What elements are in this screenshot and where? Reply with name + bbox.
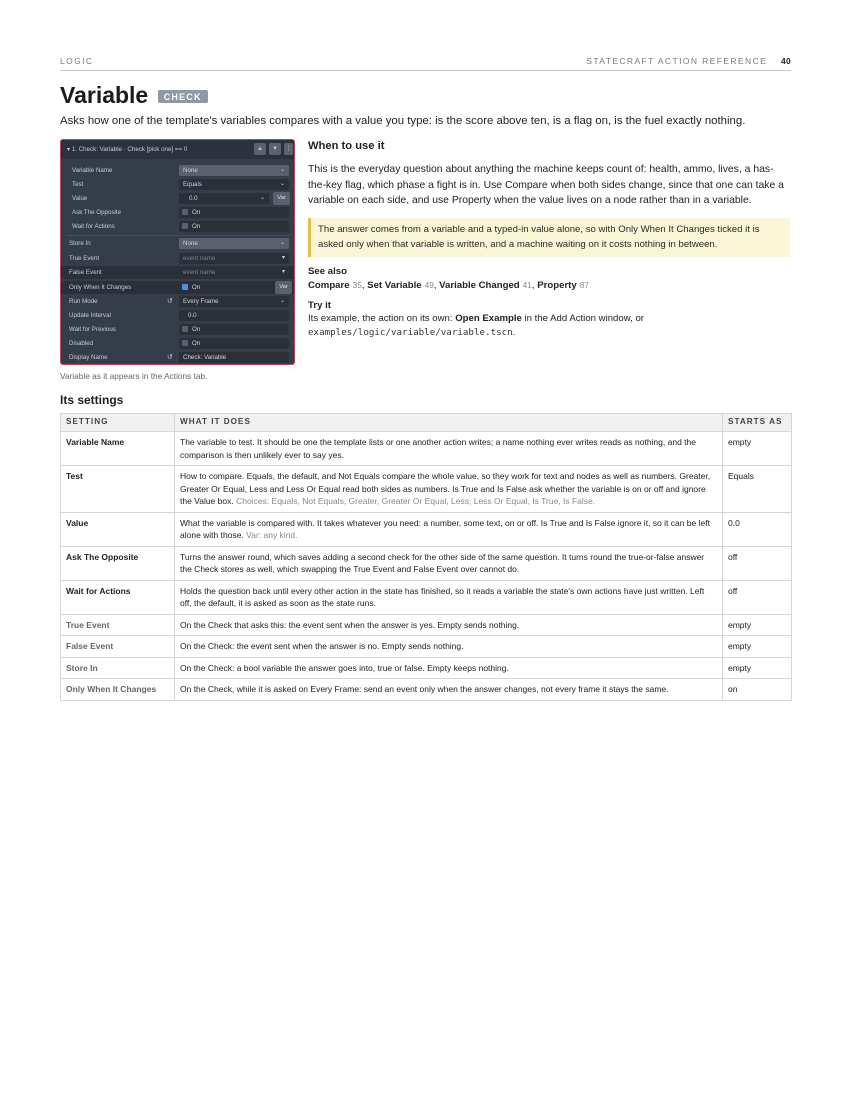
chevron-down-icon: ⌄ <box>279 181 285 187</box>
reset-icon[interactable]: ↺ <box>167 354 173 361</box>
setting-description <box>175 679 723 701</box>
store-in-select[interactable] <box>179 238 289 249</box>
editor-row-value <box>61 192 294 205</box>
editor-row-wait-actions <box>61 220 294 233</box>
setting-name: Value <box>61 512 175 546</box>
setting-description <box>175 432 723 466</box>
try-it-text <box>308 312 790 340</box>
setting-default: on <box>723 679 792 701</box>
setting-default: 0.0 <box>723 512 792 546</box>
page-ref: 87 <box>579 279 589 290</box>
book-title-and-page <box>586 56 791 66</box>
field-value: Check: Variable <box>183 354 227 361</box>
page-ref: 35 <box>352 279 362 290</box>
see-also-link[interactable]: Property <box>537 279 577 291</box>
field-value: None <box>183 240 198 247</box>
section-name: LOGIC <box>60 56 94 66</box>
setting-default: Equals <box>723 466 792 513</box>
setting-default: empty <box>723 636 792 658</box>
test-select[interactable] <box>179 179 289 190</box>
row-label: Disabled <box>69 340 94 347</box>
setting-description <box>175 580 723 614</box>
page-ref: 41 <box>522 279 532 290</box>
usage-column <box>308 140 790 340</box>
only-changes-var-button[interactable]: Var <box>275 281 292 294</box>
chevron-down-icon: ⌄ <box>279 298 285 304</box>
setting-name: Wait for Actions <box>61 580 175 614</box>
description-text: Turns the answer round, which saves adding a second check for the other side of the same question. It turns round the true-or-false answer the Check stores as well, which swapping the True Event and False Event over cannot do. <box>180 551 705 574</box>
editor-row-wait-previous <box>61 323 294 336</box>
editor-header[interactable] <box>61 140 294 159</box>
running-header <box>60 55 791 71</box>
setting-default: empty <box>723 657 792 679</box>
editor-row-disabled <box>61 337 294 350</box>
move-up-icon[interactable]: ▲ <box>254 143 266 155</box>
table-row <box>61 432 792 466</box>
see-also-link[interactable]: Compare <box>308 279 350 291</box>
row-label: Display Name <box>69 354 108 361</box>
setting-name: True Event <box>61 614 175 636</box>
figure-caption: Variable as it appears in the Actions tab. <box>60 371 208 381</box>
description-text: On the Check, while it is asked on Every Frame: send an event only when the answer changes, not every frame it stays the same. <box>180 684 669 694</box>
run-mode-select[interactable] <box>179 296 289 307</box>
title-row <box>60 82 208 110</box>
row-label: False Event <box>69 269 102 276</box>
page-number: 40 <box>780 56 791 66</box>
display-name-input[interactable] <box>179 352 289 363</box>
value-input[interactable] <box>179 193 269 204</box>
checkbox-label: On <box>192 326 201 333</box>
table-row <box>61 636 792 658</box>
try-it-heading: Try it <box>308 299 331 311</box>
description-text: On the Check: the event sent when the answer is no. Empty sends nothing. <box>180 641 464 651</box>
editor-row-only-changes <box>61 281 294 294</box>
column-header: SETTING <box>61 414 175 432</box>
when-body: This is the everyday question about anything the machine keeps count of: health, ammo, lives, a has-the-key flag, which phase a fight is in. Use Compare when both sides change, since that one can take a variable on each side, and use Property when the value lives on a node rather than in a variable. <box>308 164 784 206</box>
action-editor-panel <box>60 139 295 365</box>
editor-row-false-event <box>61 266 294 279</box>
variable-name-select[interactable] <box>179 165 289 176</box>
see-also-heading: See also <box>308 265 347 277</box>
setting-description <box>175 512 723 546</box>
reset-icon[interactable]: ↺ <box>167 298 173 305</box>
table-row <box>61 614 792 636</box>
try-it-mid: in the Add Action window, or <box>521 312 644 324</box>
value-var-button[interactable]: Var <box>273 192 290 205</box>
disabled-checkbox[interactable] <box>182 340 188 346</box>
try-it-pre: Its example, the action on its own: <box>308 312 456 324</box>
row-label: Variable Name <box>72 167 113 174</box>
settings-table <box>60 413 792 701</box>
settings-heading: Its settings <box>60 393 124 407</box>
table-row <box>61 580 792 614</box>
field-value: Equals <box>183 181 202 188</box>
move-down-icon[interactable]: ▼ <box>269 143 281 155</box>
description-text: Holds the question back until every other action in the state has finished, so it reads a variable the state's own actions have just written. Left off, the default, it is asked as soon as the state runs. <box>180 585 705 608</box>
row-label: Only When It Changes <box>69 284 132 291</box>
setting-description <box>175 636 723 658</box>
setting-default: off <box>723 546 792 580</box>
field-value: None <box>183 167 198 174</box>
editor-row-run-mode <box>61 295 294 308</box>
example-path: examples/logic/variable/variable.tscn <box>308 326 513 338</box>
setting-name: False Event <box>61 636 175 658</box>
only-changes-checkbox[interactable] <box>182 284 188 290</box>
row-label: Ask The Opposite <box>72 209 122 216</box>
editor-row-test <box>61 178 294 191</box>
setting-description <box>175 466 723 513</box>
setting-name: Ask The Opposite <box>61 546 175 580</box>
intro-text: Asks how one of the template's variables compares with a value you type: is the score above ten, is a flag on, is the fuel exactly nothing. <box>60 115 746 127</box>
chevron-down-icon: ▾ <box>281 269 285 275</box>
page-ref: 49 <box>424 279 434 290</box>
setting-default: off <box>723 580 792 614</box>
row-label: Wait for Actions <box>72 223 115 230</box>
chevron-down-icon: ▾ <box>281 255 285 261</box>
false-event-input[interactable] <box>179 267 289 278</box>
description-text: On the Check: a bool variable the answer goes into, true or false. Empty keeps nothing. <box>180 662 509 673</box>
row-label: Value <box>72 195 88 202</box>
checkbox-label: On <box>192 209 201 216</box>
table-row <box>61 679 792 701</box>
open-example-link[interactable]: Open Example <box>455 312 522 324</box>
setting-description <box>175 546 723 580</box>
note-callout: The answer comes from a variable and a typed-in value alone, so with Only When It Changes ticked it is asked only when that variable is written, and a machine waiting on it costs nothing in between. <box>308 218 790 257</box>
checkbox-label: On <box>192 284 201 291</box>
column-header: WHAT IT DOES <box>175 414 723 432</box>
field-value: 0.0 <box>188 312 197 319</box>
column-header: STARTS AS <box>723 414 792 432</box>
row-label: Update Interval <box>69 312 111 319</box>
field-placeholder: event name <box>183 255 216 262</box>
page-title: Variable <box>60 82 149 108</box>
setting-choices: Var: any kind. <box>246 530 298 540</box>
editor-row-variable-name <box>61 164 294 177</box>
chevron-down-icon: ⌄ <box>279 167 285 173</box>
editor-header-title: ▾ 1. Check: Variable · Check [pick one] == 0 <box>67 146 188 153</box>
ask-opposite-checkbox[interactable] <box>182 209 188 215</box>
table-row <box>61 512 792 546</box>
wait-previous-checkbox[interactable] <box>182 326 188 332</box>
divider <box>67 235 289 236</box>
description-text: How to compare. Equals, the default, and Not Equals compare the whole value, so they work for text and nodes as well as numbers. Greater, Greater Or Equal, Less and Less Or Equal read both sides as numbers. Is True and Is False ask whether the variable is on or off and ignore the Value box. <box>180 471 711 506</box>
update-interval-input[interactable] <box>179 310 289 321</box>
checkbox-label: On <box>192 340 201 347</box>
row-label: True Event <box>69 255 100 262</box>
setting-description <box>175 657 723 679</box>
book-title: STATECRAFT ACTION REFERENCE <box>586 56 768 66</box>
field-placeholder: event name <box>183 269 216 276</box>
description-text: What the variable is compared with. It takes whatever you need: a number, some text, on or off. Is True and Is False ignore it, so it can be left alone with those. <box>180 517 710 540</box>
row-label: Wait for Previous <box>69 326 116 333</box>
action-kind-badge: CHECK <box>158 90 208 103</box>
table-row <box>61 466 792 513</box>
editor-row-display-name <box>61 351 294 364</box>
when-heading: When to use it <box>308 140 385 152</box>
setting-name: Variable Name <box>61 432 175 466</box>
see-also-link[interactable]: Variable Changed <box>439 279 520 291</box>
wait-actions-checkbox[interactable] <box>182 223 188 229</box>
setting-choices: Choices: Equals, Not Equals, Greater, Greater Or Equal, Less, Less Or Equal, Is True, Is False. <box>236 496 596 506</box>
field-value: Every Frame <box>183 298 219 305</box>
checkbox-label: On <box>192 223 201 230</box>
setting-default: empty <box>723 614 792 636</box>
table-row <box>61 657 792 679</box>
editor-row-true-event <box>61 252 294 265</box>
setting-default: empty <box>723 432 792 466</box>
chevron-down-icon: ⌄ <box>259 195 265 201</box>
description-text: The variable to test. It should be one the template lists or one another action writes; a name nothing ever writes reads as nothing, and the comparison is then unlikely ever to say yes. <box>180 437 696 460</box>
chevron-down-icon: ⌄ <box>279 240 285 246</box>
setting-description <box>175 614 723 636</box>
setting-name: Test <box>61 466 175 513</box>
setting-name: Only When It Changes <box>61 679 175 701</box>
table-row <box>61 546 792 580</box>
row-label: Run Mode <box>69 298 98 305</box>
menu-icon[interactable]: ⋮ <box>284 143 293 155</box>
true-event-input[interactable] <box>179 253 289 264</box>
see-also-list: Compare 35, Set Variable 49, Variable Changed 41, Property 87 <box>308 279 589 291</box>
editor-row-ask-opposite <box>61 206 294 219</box>
field-value: 0.0 <box>189 195 198 202</box>
see-also-link[interactable]: Set Variable <box>367 279 422 291</box>
table-header-row <box>61 414 792 432</box>
try-it-end: . <box>512 326 516 338</box>
setting-name: Store In <box>61 657 175 679</box>
editor-row-update-interval <box>61 309 294 322</box>
editor-row-store-in <box>61 237 294 250</box>
row-label: Store In <box>69 240 91 247</box>
description-text: On the Check that asks this: the event sent when the answer is yes. Empty sends nothing. <box>180 619 520 630</box>
row-label: Test <box>72 181 84 188</box>
